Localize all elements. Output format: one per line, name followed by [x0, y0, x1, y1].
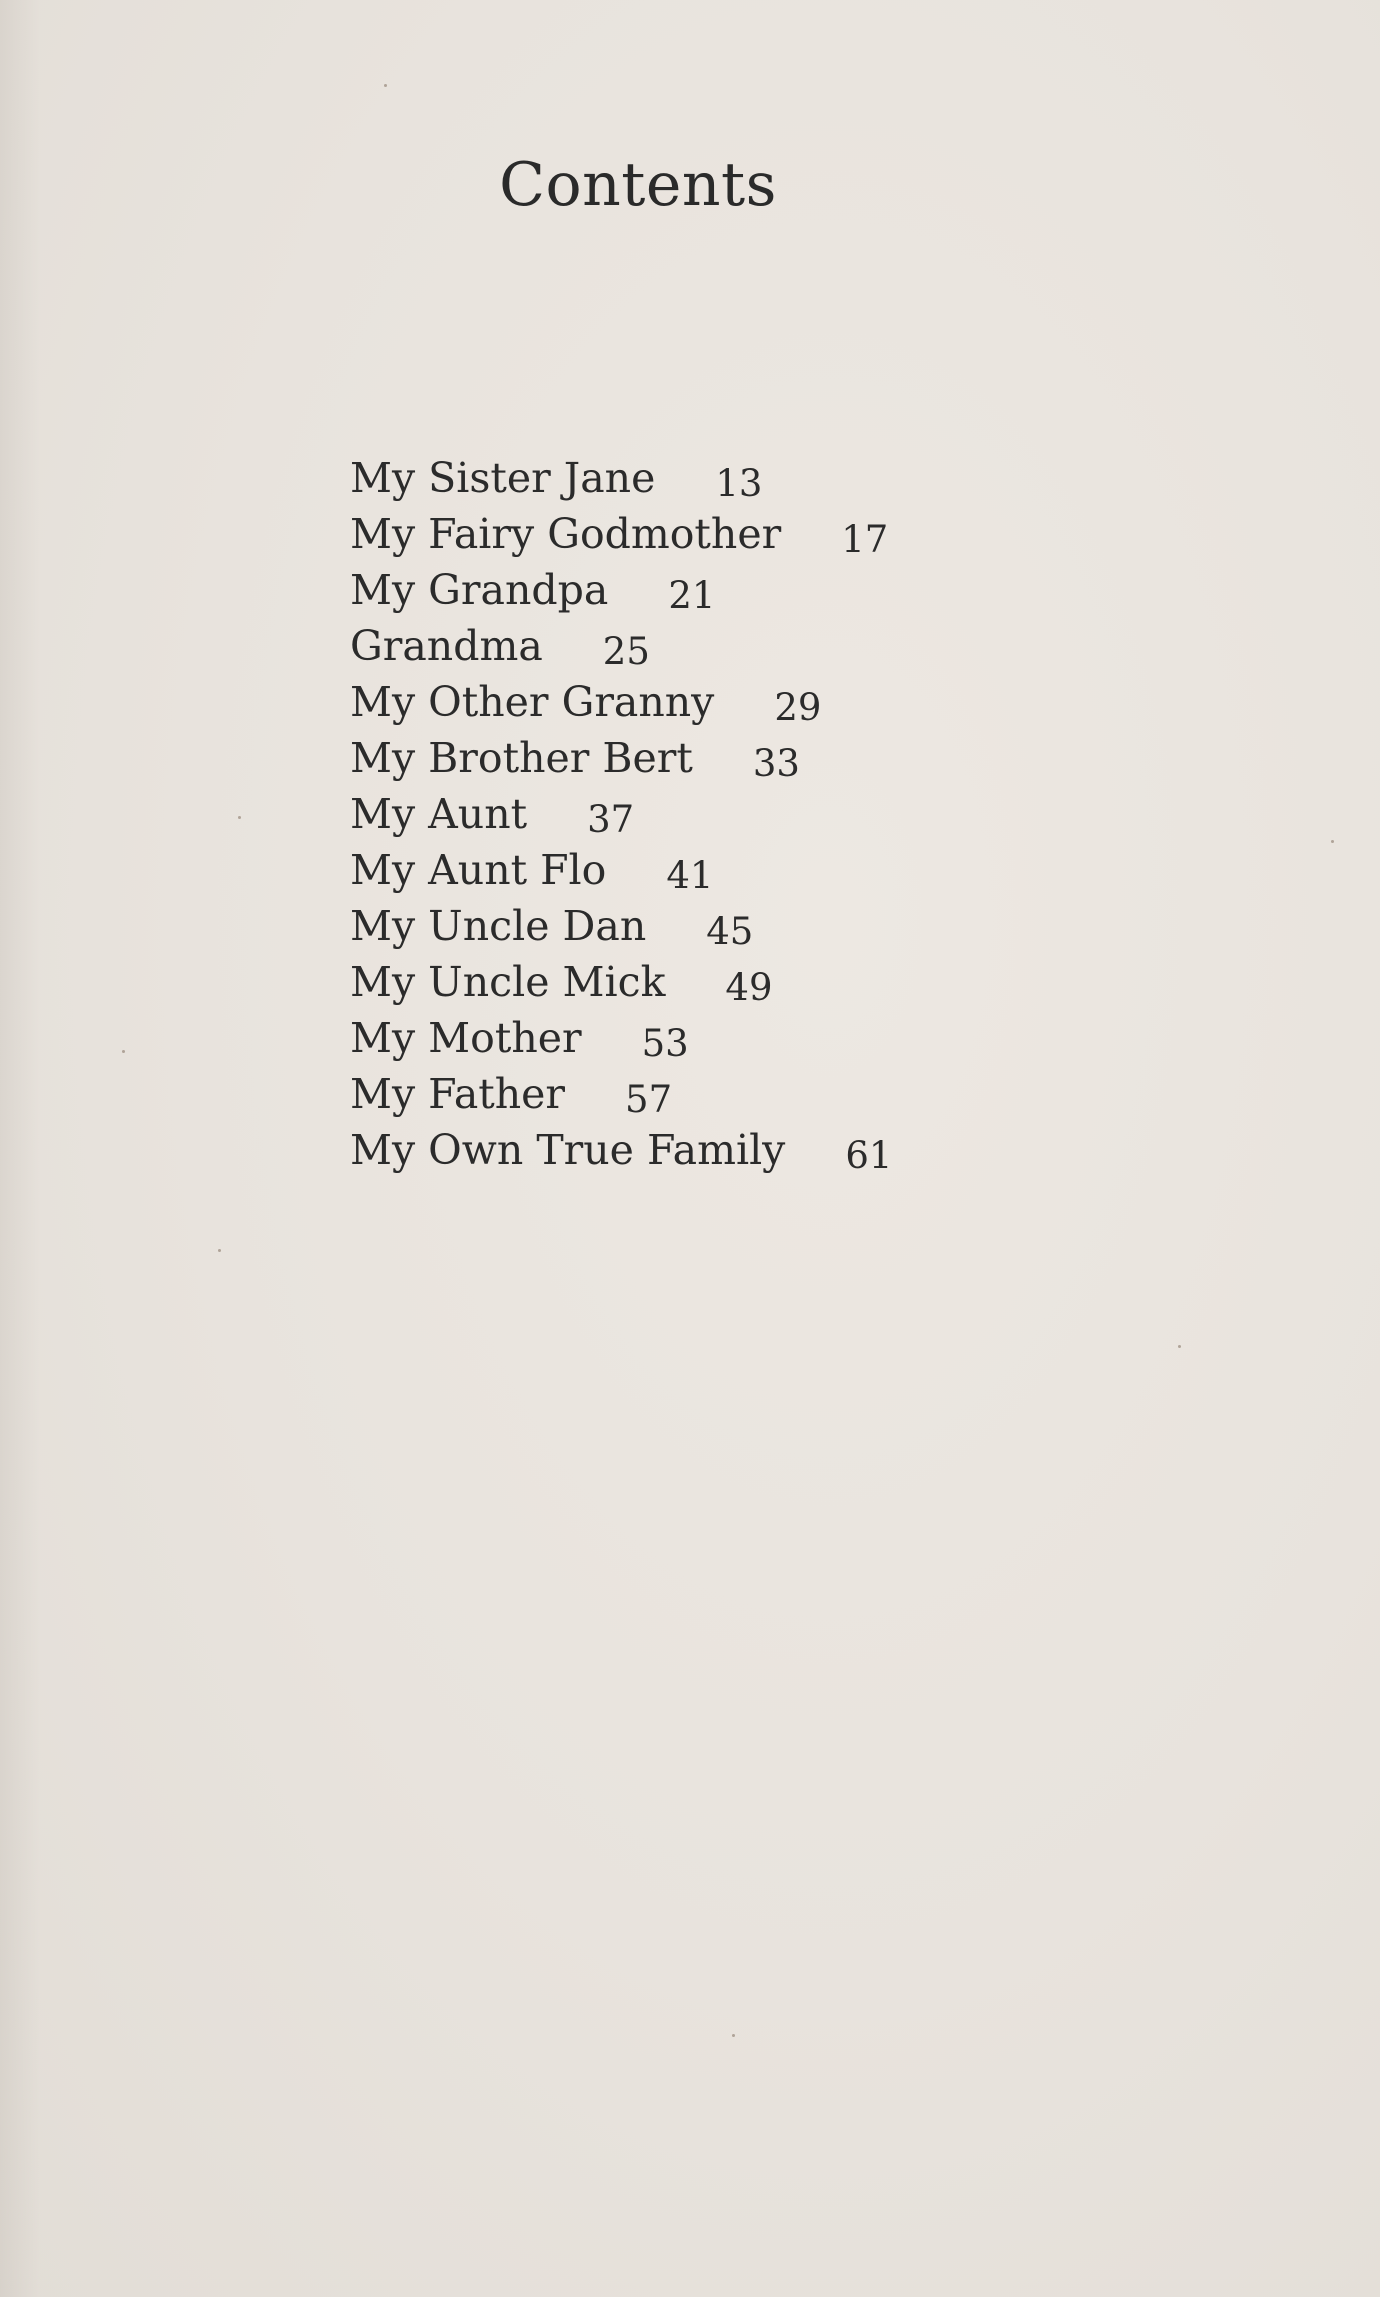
paper-speck — [1178, 1345, 1181, 1348]
toc-page-number: 13 — [715, 462, 763, 505]
toc-entry-title: My Uncle Dan — [350, 902, 647, 950]
toc-page-number: 21 — [668, 574, 716, 617]
toc-page-number: 33 — [752, 742, 800, 785]
toc-entry-title: My Sister Jane — [350, 454, 656, 502]
toc-entry — [350, 450, 1050, 506]
toc-entry-title: My Grandpa — [350, 566, 609, 614]
toc-page-number: 37 — [587, 798, 635, 841]
paper-speck — [384, 84, 387, 87]
toc-page-number: 41 — [666, 854, 714, 897]
toc-entry — [350, 1122, 1050, 1178]
page-edge-shadow — [0, 0, 40, 2297]
toc-entry — [350, 674, 1050, 730]
paper-speck — [1331, 840, 1334, 843]
toc-entry-title: My Father — [350, 1070, 566, 1118]
toc-entry — [350, 954, 1050, 1010]
toc-page-number: 45 — [706, 910, 754, 953]
toc-entry — [350, 898, 1050, 954]
toc-entry-title: My Fairy Godmother — [350, 510, 782, 558]
toc-entry — [350, 842, 1050, 898]
paper-speck — [732, 2034, 735, 2037]
toc-entry — [350, 506, 1050, 562]
toc-entry-title: Grandma — [350, 622, 543, 670]
toc-entry — [350, 562, 1050, 618]
page-title: Contents — [499, 150, 777, 220]
toc-entry-title: My Other Granny — [350, 678, 715, 726]
toc-entry-title: My Uncle Mick — [350, 958, 666, 1006]
toc-entry — [350, 618, 1050, 674]
toc-page-number: 49 — [725, 966, 773, 1009]
toc-entry — [350, 730, 1050, 786]
toc-page-number: 17 — [841, 518, 889, 561]
paper-speck — [238, 816, 241, 819]
toc-entry-title: My Brother Bert — [350, 734, 693, 782]
toc-entry-title: My Mother — [350, 1014, 582, 1062]
toc-entry-title: My Aunt Flo — [350, 846, 607, 894]
paper-speck — [122, 1050, 125, 1053]
toc-entry — [350, 786, 1050, 842]
toc-entry-title: My Own True Family — [350, 1126, 786, 1174]
toc-entry-title: My Aunt — [350, 790, 528, 838]
toc-page-number: 61 — [845, 1134, 893, 1177]
toc-entry — [350, 1010, 1050, 1066]
toc-page-number: 57 — [625, 1078, 673, 1121]
paper-speck — [218, 1249, 221, 1252]
toc-entry — [350, 1066, 1050, 1122]
toc-page-number: 29 — [774, 686, 822, 729]
toc-page-number: 25 — [602, 630, 650, 673]
table-of-contents — [350, 450, 1050, 1178]
toc-page-number: 53 — [641, 1022, 689, 1065]
